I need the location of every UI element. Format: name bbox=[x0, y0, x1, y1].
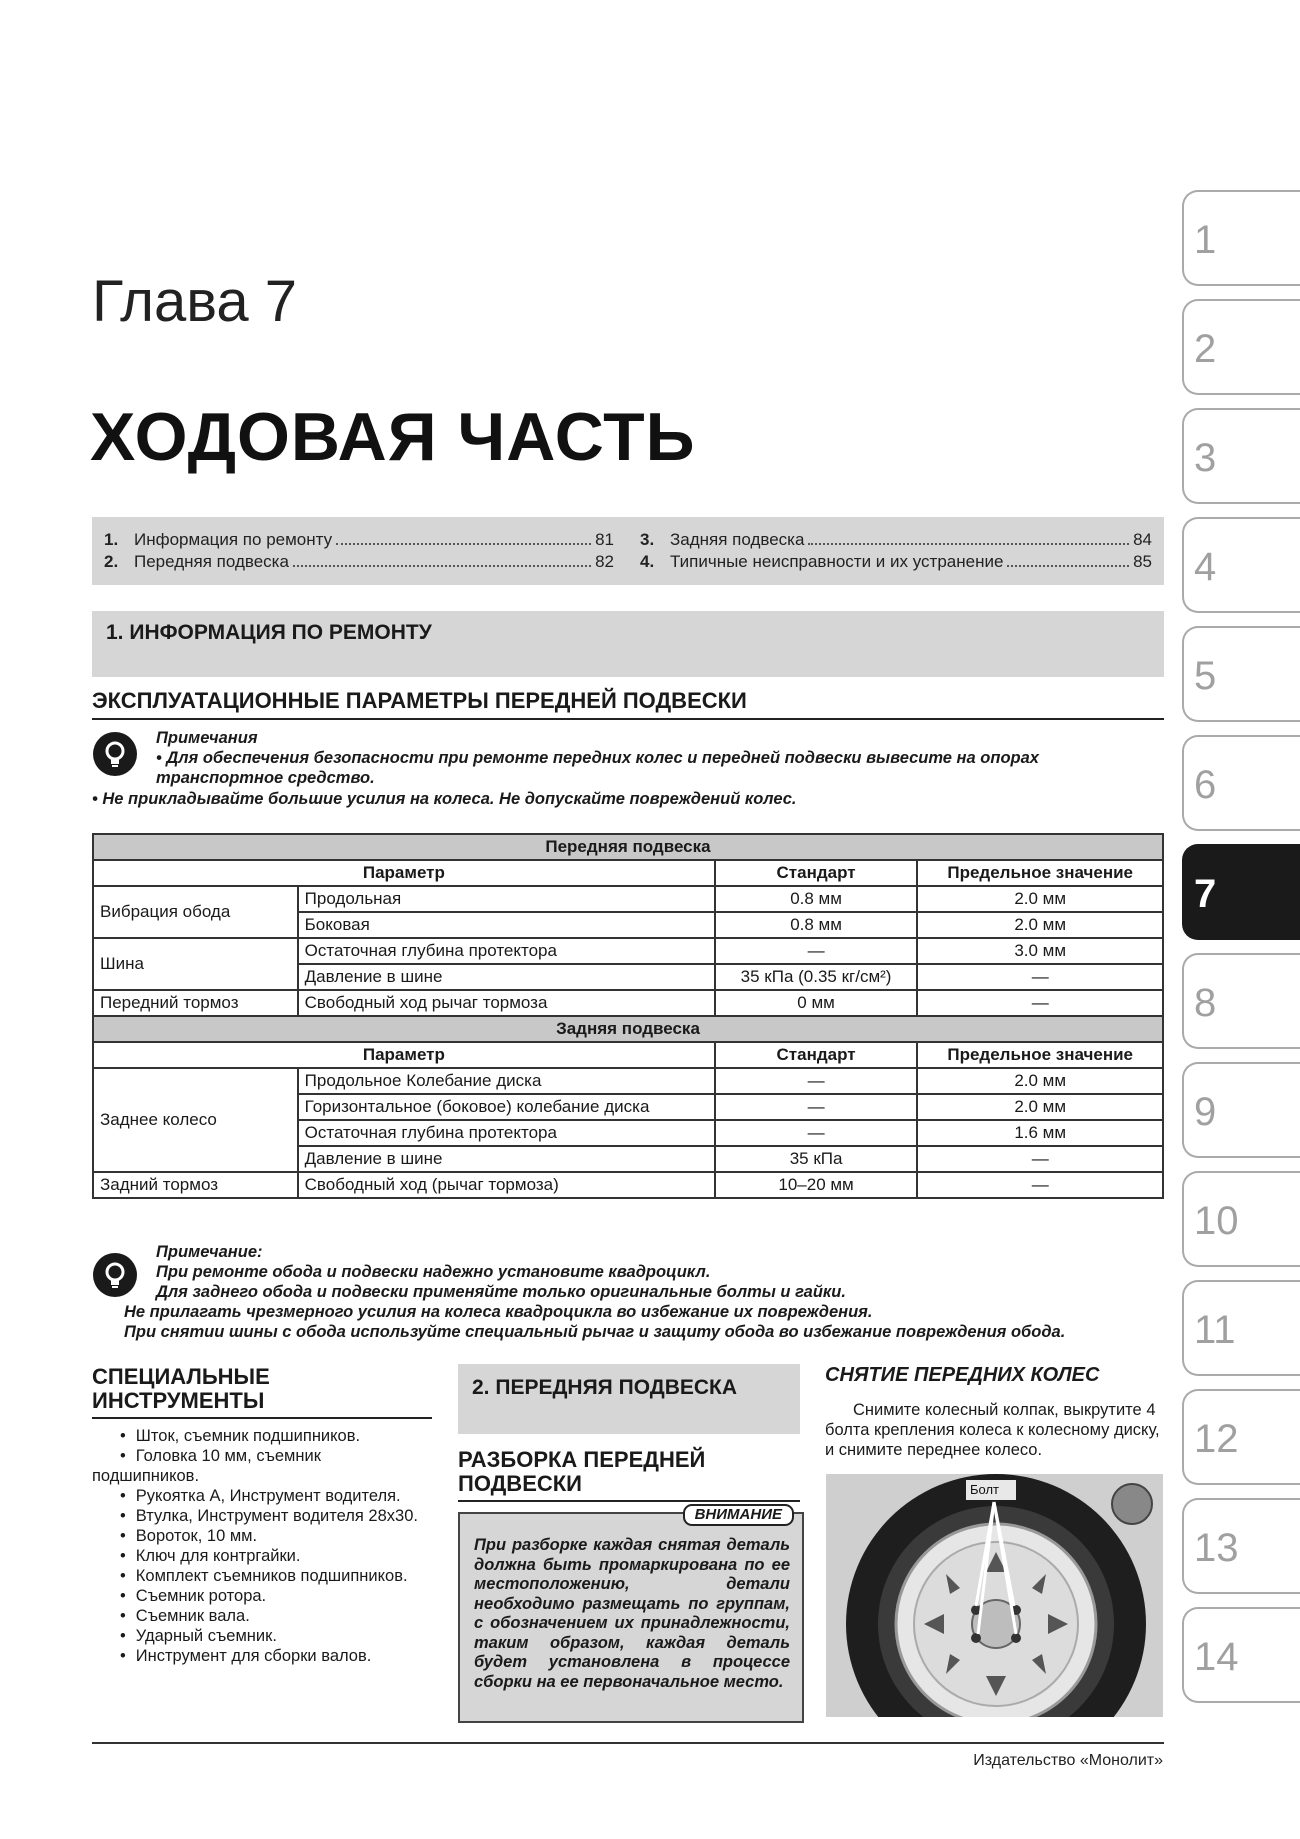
table-cell: 3.0 мм bbox=[917, 938, 1163, 964]
table-cell: Шина bbox=[93, 938, 298, 990]
chapter-tab-11[interactable] bbox=[1182, 1280, 1300, 1376]
wheel-image bbox=[826, 1474, 1163, 1717]
toc-leader-dots bbox=[1007, 565, 1129, 567]
chapter-tab-number: 10 bbox=[1194, 1199, 1239, 1243]
note-line: Не прилагать чрезмерного усилия на колеса квадроцикла во избежание их повреждения. bbox=[124, 1303, 873, 1321]
chapter-tab-5[interactable] bbox=[1182, 626, 1300, 722]
table-cell: 2.0 мм bbox=[917, 1094, 1163, 1120]
front-wheel-removal-heading: СНЯТИЕ ПЕРЕДНИХ КОЛЕС bbox=[825, 1364, 1100, 1386]
special-tools-heading: СПЕЦИАЛЬНЫЕ ИНСТРУМЕНТЫ bbox=[92, 1365, 432, 1419]
table-group-header: Задняя подвеска bbox=[93, 1016, 1163, 1042]
chapter-tab-6[interactable] bbox=[1182, 735, 1300, 831]
list-item: • Ударный съемник. bbox=[92, 1626, 432, 1646]
toc-item-page: 82 bbox=[595, 552, 614, 571]
table-cell: — bbox=[917, 1172, 1163, 1198]
list-item: • Шток, съемник подшипников. bbox=[92, 1426, 432, 1446]
note-bulb-icon bbox=[93, 1253, 137, 1297]
table-cell: Свободный ход (рычаг тормоза) bbox=[298, 1172, 715, 1198]
toc-item-page: 85 bbox=[1133, 552, 1152, 571]
chapter-tab-number: 7 bbox=[1194, 872, 1217, 916]
table-row bbox=[93, 990, 1163, 1016]
note-bulb-icon bbox=[93, 732, 137, 776]
note-line: • Не прикладывайте большие усилия на колеса. Не допускайте повреждений колес. bbox=[92, 790, 797, 808]
note-line: При ремонте обода и подвески надежно установите квадроцикл. bbox=[156, 1263, 711, 1281]
special-tools-list bbox=[92, 1426, 432, 1666]
table-cell: Горизонтальное (боковое) колебание диска bbox=[298, 1094, 715, 1120]
chapter-tab-2[interactable] bbox=[1182, 299, 1300, 395]
table-row bbox=[93, 1172, 1163, 1198]
chapter-label: Глава 7 bbox=[92, 269, 298, 334]
toc-item-number: 2. bbox=[104, 552, 119, 571]
table-cell: 35 кПа bbox=[715, 1146, 918, 1172]
chapter-tab-number: 3 bbox=[1194, 436, 1217, 480]
table-cell: — bbox=[715, 938, 918, 964]
table-group-header: Передняя подвеска bbox=[93, 834, 1163, 860]
table-cell: Продольное Колебание диска bbox=[298, 1068, 715, 1094]
table-cell: 0 мм bbox=[715, 990, 918, 1016]
table-cell: Остаточная глубина протектора bbox=[298, 1120, 715, 1146]
chapter-tab-number: 14 bbox=[1194, 1635, 1239, 1679]
chapter-tab-7[interactable] bbox=[1182, 844, 1300, 940]
front-wheel-removal-text: Снимите колесный колпак, выкрутите 4 болта крепления колеса к колесному диску, и снимите переднее колесо. bbox=[825, 1401, 1160, 1459]
section-1-title: 1. ИНФОРМАЦИЯ ПО РЕМОНТУ bbox=[106, 621, 432, 644]
toc-item-number: 4. bbox=[640, 552, 655, 571]
chapter-tab-number: 4 bbox=[1194, 545, 1217, 589]
toc-item-number: 3. bbox=[640, 530, 655, 549]
section-1-bar bbox=[92, 611, 1164, 677]
table-cell: Заднее колесо bbox=[93, 1068, 298, 1172]
table-cell: — bbox=[917, 1146, 1163, 1172]
table-cell: Вибрация обода bbox=[93, 886, 298, 938]
chapter-tab-number: 8 bbox=[1194, 981, 1217, 1025]
toc-item[interactable] bbox=[104, 552, 614, 572]
chapter-tab-number: 2 bbox=[1194, 327, 1217, 371]
list-item: • Комплект съемников подшипников. bbox=[92, 1566, 432, 1586]
table-row bbox=[93, 938, 1163, 964]
toc-item-page: 84 bbox=[1133, 530, 1152, 549]
column-header: Предельное значение bbox=[917, 860, 1163, 886]
section-2-title: 2. ПЕРЕДНЯЯ ПОДВЕСКА bbox=[472, 1376, 738, 1399]
chapter-tab-10[interactable] bbox=[1182, 1171, 1300, 1267]
toc-item-number: 1. bbox=[104, 530, 119, 549]
toc-item-page: 81 bbox=[595, 530, 614, 549]
column-header: Предельное значение bbox=[917, 1042, 1163, 1068]
list-item: • Съемник вала. bbox=[92, 1606, 432, 1626]
table-cell: Задний тормоз bbox=[93, 1172, 298, 1198]
table-cell: 2.0 мм bbox=[917, 886, 1163, 912]
wheel-photo bbox=[826, 1474, 1163, 1717]
front-suspension-params-heading: ЭКСПЛУАТАЦИОННЫЕ ПАРАМЕТРЫ ПЕРЕДНЕЙ ПОДВЕСКИ bbox=[92, 688, 1164, 720]
table-cell: 1.6 мм bbox=[917, 1120, 1163, 1146]
table-cell: Боковая bbox=[298, 912, 715, 938]
column-header: Параметр bbox=[93, 860, 715, 886]
table-row bbox=[93, 1068, 1163, 1094]
list-item: • Втулка, Инструмент водителя 28х30. bbox=[92, 1506, 432, 1526]
attention-text: При разборке каждая снятая деталь должна быть промаркирована по ее местоположению, детали необходимо размещать по группам, с обозначением их принадлежности, таким образом, каждая деталь будет установлена в процессе сборки на ее первоначальное место. bbox=[474, 1536, 790, 1691]
chapter-tab-number: 6 bbox=[1194, 763, 1217, 807]
table-cell: — bbox=[715, 1068, 918, 1094]
toc-leader-dots bbox=[293, 565, 591, 567]
list-item: • Вороток, 10 мм. bbox=[92, 1526, 432, 1546]
attention-box bbox=[458, 1506, 804, 1723]
chapter-tab-9[interactable] bbox=[1182, 1062, 1300, 1158]
front-suspension-disassembly-heading: РАЗБОРКА ПЕРЕДНЕЙ ПОДВЕСКИ bbox=[458, 1448, 800, 1502]
column-header: Стандарт bbox=[715, 1042, 918, 1068]
footer-divider bbox=[92, 1742, 1164, 1744]
table-cell: 0.8 мм bbox=[715, 886, 918, 912]
note-line: При снятии шины с обода используйте специальный рычаг и защиту обода во избежание повреждения обода. bbox=[124, 1323, 1066, 1341]
table-cell: — bbox=[715, 1094, 918, 1120]
toc-item-title: Передняя подвеска bbox=[134, 552, 289, 571]
table-row bbox=[93, 886, 1163, 912]
chapter-tab-8[interactable] bbox=[1182, 953, 1300, 1049]
toc-item-title: Информация по ремонту bbox=[134, 530, 333, 549]
chapter-tab-number: 9 bbox=[1194, 1090, 1217, 1134]
chapter-tab-13[interactable] bbox=[1182, 1498, 1300, 1594]
table-cell: Передний тормоз bbox=[93, 990, 298, 1016]
chapter-tab-14[interactable] bbox=[1182, 1607, 1300, 1703]
suspension-spec-table bbox=[92, 833, 1164, 1199]
chapter-tab-number: 5 bbox=[1194, 654, 1217, 698]
table-cell: 0.8 мм bbox=[715, 912, 918, 938]
chapter-tab-number: 13 bbox=[1194, 1526, 1239, 1570]
section-2-bar bbox=[458, 1364, 800, 1434]
table-cell: Остаточная глубина протектора bbox=[298, 938, 715, 964]
toc-item-title: Типичные неисправности и их устранение bbox=[670, 552, 1004, 571]
chapter-title: ХОДОВАЯ ЧАСТЬ bbox=[90, 399, 696, 475]
chapter-tab-number: 12 bbox=[1194, 1417, 1239, 1461]
toc-item[interactable] bbox=[640, 530, 1152, 550]
table-cell: — bbox=[917, 964, 1163, 990]
table-cell: Продольная bbox=[298, 886, 715, 912]
table-cell: Свободный ход рычаг тормоза bbox=[298, 990, 715, 1016]
toc-leader-dots bbox=[336, 543, 591, 545]
table-cell: 10–20 мм bbox=[715, 1172, 918, 1198]
chapter-tab-number: 1 bbox=[1194, 218, 1217, 262]
table-cell: — bbox=[917, 990, 1163, 1016]
table-cell: Давление в шине bbox=[298, 1146, 715, 1172]
column-header: Стандарт bbox=[715, 860, 918, 886]
toc-item-title: Задняя подвеска bbox=[670, 530, 805, 549]
list-item: • Головка 10 мм, съемник подшипников. bbox=[92, 1446, 432, 1486]
chapter-tab-12[interactable] bbox=[1182, 1389, 1300, 1485]
list-item: • Рукоятка А, Инструмент водителя. bbox=[92, 1486, 432, 1506]
toc-item[interactable] bbox=[640, 552, 1152, 572]
chapter-tab-3[interactable] bbox=[1182, 408, 1300, 504]
list-item: • Съемник ротора. bbox=[92, 1586, 432, 1606]
table-cell: Давление в шине bbox=[298, 964, 715, 990]
chapter-tab-1[interactable] bbox=[1182, 190, 1300, 286]
table-cell: 35 кПа (0.35 кг/см²) bbox=[715, 964, 918, 990]
note-title: Примечания bbox=[156, 729, 258, 747]
chapter-tab-number: 11 bbox=[1194, 1308, 1236, 1352]
note-title: Примечание: bbox=[156, 1243, 263, 1261]
publisher-footer: Издательство «Монолит» bbox=[973, 1752, 1163, 1769]
table-cell: 2.0 мм bbox=[917, 1068, 1163, 1094]
photo-bolt-label: Болт bbox=[970, 1482, 1000, 1497]
note-line: Для заднего обода и подвески применяйте только оригинальные болты и гайки. bbox=[156, 1283, 846, 1301]
list-item: • Инструмент для сборки валов. bbox=[92, 1646, 432, 1666]
list-item: • Ключ для контргайки. bbox=[92, 1546, 432, 1566]
table-cell: 2.0 мм bbox=[917, 912, 1163, 938]
attention-label: ВНИМАНИЕ bbox=[683, 1504, 794, 1526]
column-header: Параметр bbox=[93, 1042, 715, 1068]
chapter-toc bbox=[92, 517, 1164, 585]
toc-item[interactable] bbox=[104, 530, 614, 550]
toc-leader-dots bbox=[808, 543, 1129, 545]
chapter-tab-4[interactable] bbox=[1182, 517, 1300, 613]
note-line: • Для обеспечения безопасности при ремонте передних колес и передней подвески вывесите на опорах транспортное средство. bbox=[156, 749, 1039, 787]
table-cell: — bbox=[715, 1120, 918, 1146]
